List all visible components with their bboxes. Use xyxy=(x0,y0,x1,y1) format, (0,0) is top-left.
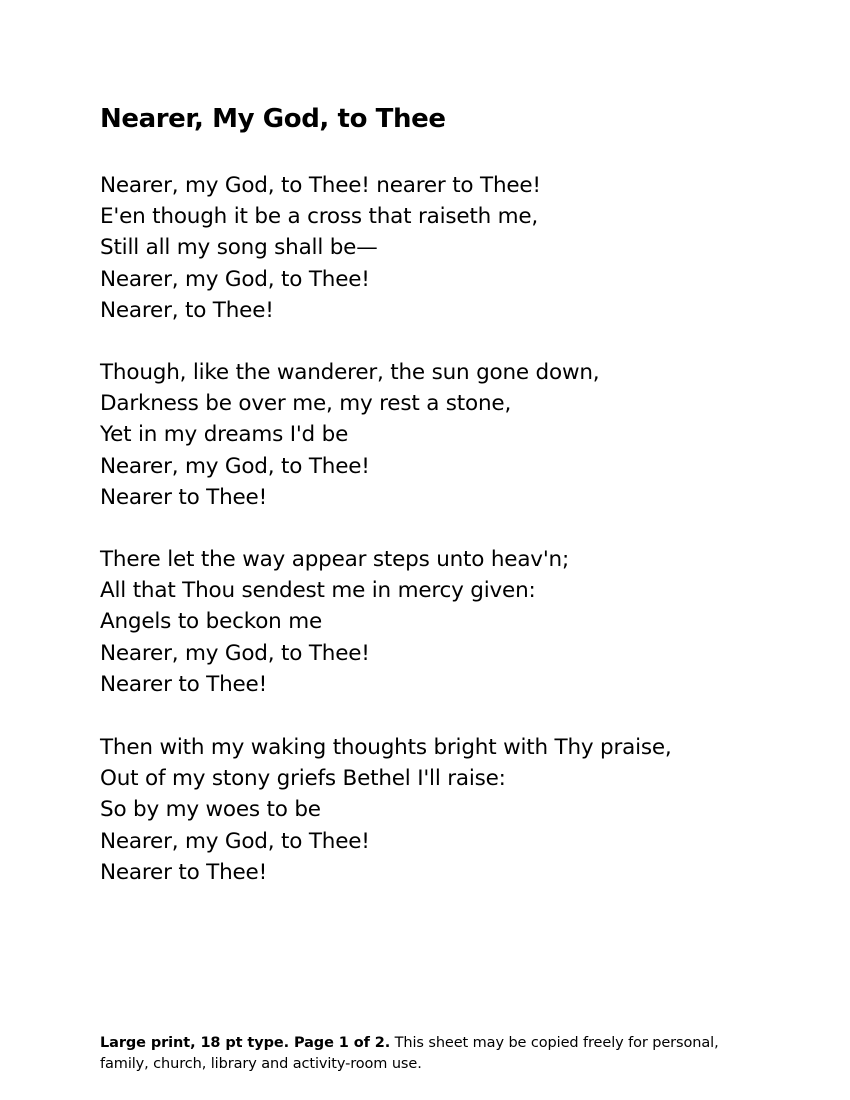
hymn-title: Nearer, My God, to Thee xyxy=(100,104,446,134)
stanza-line: Nearer to Thee! xyxy=(100,859,268,885)
stanza-2 xyxy=(100,357,599,513)
footer-copy-permission: This sheet may be copied freely for personal, family, church, library and activity-room use. xyxy=(100,1035,719,1072)
stanza-line: Nearer to Thee! xyxy=(100,671,268,697)
stanza-line: Nearer, to Thee! xyxy=(100,297,274,323)
stanza-line: Yet in my dreams I'd be xyxy=(100,422,349,448)
stanza-4 xyxy=(100,732,672,888)
stanza-line: Nearer, my God, to Thee! nearer to Thee! xyxy=(100,173,541,198)
footer-print-info: Large print, 18 pt type. Page 1 of 2. xyxy=(100,1035,391,1051)
stanza-line: Nearer to Thee! xyxy=(100,484,268,510)
stanza-1 xyxy=(100,170,541,326)
stanza-3 xyxy=(100,544,569,700)
stanza-line: Though, like the wanderer, the sun gone down, xyxy=(100,360,600,385)
stanza-line: Nearer, my God, to Thee! xyxy=(100,828,370,854)
stanza-line: Out of my stony griefs Bethel I'll raise: xyxy=(100,766,506,792)
stanza-line: Angels to beckon me xyxy=(100,609,323,635)
stanza-line: Nearer, my God, to Thee! xyxy=(100,453,370,479)
stanza-line: So by my woes to be xyxy=(100,797,321,823)
footer-note xyxy=(100,1033,740,1074)
stanza-line: Nearer, my God, to Thee! xyxy=(100,266,370,292)
stanza-line: Nearer, my God, to Thee! xyxy=(100,640,370,666)
stanza-line: E'en though it be a cross that raiseth me, xyxy=(100,204,539,230)
stanza-line: Darkness be over me, my rest a stone, xyxy=(100,391,512,417)
stanza-line: There let the way appear steps unto heav'n; xyxy=(100,547,570,572)
stanza-line: All that Thou sendest me in mercy given: xyxy=(100,578,536,604)
stanza-line: Then with my waking thoughts bright with Thy praise, xyxy=(100,735,672,760)
stanza-line: Still all my song shall be— xyxy=(100,235,378,261)
